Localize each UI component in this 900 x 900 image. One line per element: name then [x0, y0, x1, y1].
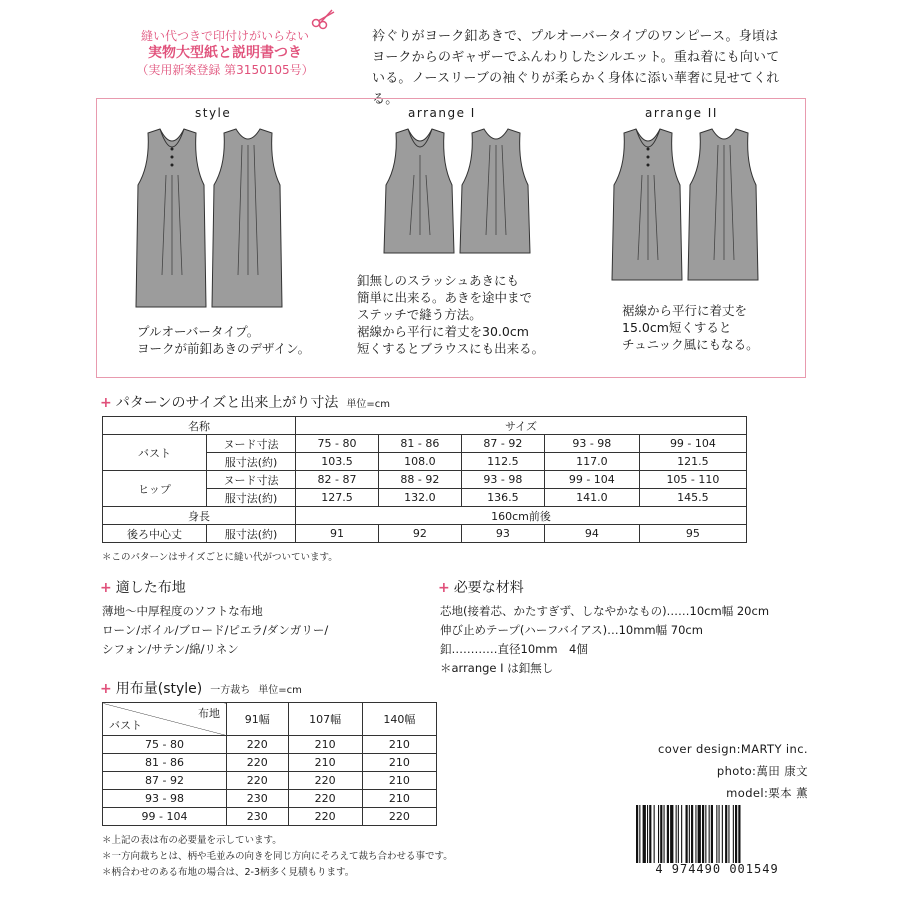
table-cell: 81 - 86	[378, 435, 461, 453]
corner-bottom-label: バスト	[109, 719, 142, 732]
size-section-title-text: パターンのサイズと出来上がり寸法	[115, 395, 339, 411]
table-row	[103, 790, 437, 808]
table-cell: 91	[296, 525, 379, 543]
variant-notes-style	[137, 323, 310, 357]
barcode-bar	[735, 805, 737, 863]
table-row	[103, 772, 437, 790]
barcode-bar	[722, 805, 723, 863]
barcode-bar	[709, 805, 710, 863]
table-row	[103, 507, 747, 525]
barcode-bar	[664, 805, 665, 863]
table-cell: 87 - 92	[103, 772, 227, 790]
tagline-line3: （実用新案登録 第3150105号）	[136, 63, 314, 77]
material-line: 伸び止めテープ(ハーフバイアス)…10mm幅 70cm	[440, 623, 703, 637]
table-cell: 220	[288, 790, 362, 808]
scissors-icon	[310, 8, 336, 30]
fabric-title-text: 適した布地	[115, 580, 186, 596]
table-cell: 210	[288, 754, 362, 772]
barcode-bar	[649, 805, 651, 863]
table-cell: 145.5	[639, 489, 746, 507]
table-cell: 210	[288, 736, 362, 754]
table-cell: 93 - 98	[461, 471, 544, 489]
table-cell: 99 - 104	[639, 435, 746, 453]
yardage-direction: 一方裁ち	[210, 685, 251, 696]
table-cell: 105 - 110	[639, 471, 746, 489]
intro-line: ヨークからのギャザーでふんわりしたシルエット。重ね着にも向いて	[372, 50, 780, 65]
table-corner-cell	[103, 703, 227, 736]
fabric-line: ローン/ボイル/ブロード/ピエラ/ダンガリー/	[102, 623, 329, 637]
table-cell: 93 - 98	[544, 435, 639, 453]
table-cell: 服寸法(約)	[207, 489, 296, 507]
table-header: 140幅	[362, 703, 436, 736]
intro-line: 衿ぐりがヨーク釦あきで、プルオーバータイプのワンピース。身頃は	[372, 29, 779, 44]
note-line: ヨークが前釦あきのデザイン。	[137, 341, 311, 356]
table-cell: 95	[639, 525, 746, 543]
table-cell: バスト	[103, 435, 207, 471]
barcode-bar	[689, 805, 690, 863]
table-cell: 服寸法(約)	[207, 525, 296, 543]
materials-section-title	[438, 577, 524, 597]
table-cell: 112.5	[461, 453, 544, 471]
table-cell: 121.5	[639, 453, 746, 471]
table-cell: 92	[378, 525, 461, 543]
material-line: ＊arrange I は釦無し	[440, 661, 554, 675]
note-line: 簡単に出来る。あきを途中まで	[357, 290, 533, 305]
credit-photo: photo:萬田 康文	[716, 764, 808, 778]
table-cell: 117.0	[544, 453, 639, 471]
table-cell: 220	[227, 754, 289, 772]
material-line: 釦…………直径10mm 4個	[440, 642, 588, 656]
variant-notes-arrange-1	[357, 272, 544, 357]
tagline	[100, 28, 350, 79]
table-cell: 99 - 104	[103, 808, 227, 826]
barcode-bar	[643, 805, 646, 863]
note-line: チュニック風にもなる。	[622, 337, 759, 352]
table-header: サイズ	[296, 417, 747, 435]
table-cell: 160cm前後	[296, 507, 747, 525]
table-cell: 132.0	[378, 489, 461, 507]
table-cell: 220	[288, 808, 362, 826]
yardage-note: ＊一方向裁ちとは、柄や毛並みの向きを同じ方向にそろえて裁ち合わせる事です。	[102, 851, 453, 862]
variant-title-arrange-2: arrange II	[645, 106, 718, 120]
barcode-bar	[681, 805, 682, 863]
barcode-bar	[636, 805, 638, 863]
table-header: 名称	[103, 417, 296, 435]
barcode-bar	[686, 805, 688, 863]
table-cell: 136.5	[461, 489, 544, 507]
plus-icon: +	[100, 681, 112, 697]
barcode-bar	[678, 805, 679, 863]
table-header: 107幅	[288, 703, 362, 736]
note-line: 15.0cm短くすると	[622, 320, 732, 335]
tagline-line2: 実物大型紙と説明書つき	[148, 45, 302, 61]
materials-title-text: 必要な材料	[453, 580, 524, 596]
yardage-note: ＊柄合わせのある布地の場合は、2-3柄多く見積もります。	[102, 867, 355, 878]
table-cell: ヌード寸法	[207, 471, 296, 489]
size-table	[102, 416, 747, 543]
yardage-section-title	[100, 678, 302, 698]
barcode-bar	[639, 805, 640, 863]
fabric-list	[102, 602, 328, 659]
yardage-unit: 単位=cm	[258, 685, 302, 696]
credit-cover: cover design:MARTY inc.	[658, 742, 808, 756]
note-line: 裾線から平行に着丈を	[622, 303, 748, 318]
table-row	[103, 435, 747, 453]
credit-model: model:栗本 薫	[726, 786, 808, 800]
yardage-table	[102, 702, 437, 826]
fabric-section-title	[100, 577, 186, 597]
corner-top-label: 布地	[198, 707, 220, 720]
size-unit: 単位=cm	[346, 399, 390, 410]
yardage-notes	[102, 833, 453, 881]
dress-arrange-2-illustration	[606, 125, 766, 290]
table-cell: 75 - 80	[296, 435, 379, 453]
table-cell: 220	[288, 772, 362, 790]
table-cell: 81 - 86	[103, 754, 227, 772]
barcode-bar	[738, 805, 740, 863]
barcode-bar	[716, 805, 717, 863]
table-cell: 210	[362, 754, 436, 772]
barcode-bar	[702, 805, 704, 863]
table-cell: 220	[362, 808, 436, 826]
table-cell: 230	[227, 790, 289, 808]
table-cell: 103.5	[296, 453, 379, 471]
barcode-bar	[658, 805, 659, 863]
note-line: 釦無しのスラッシュあきにも	[357, 273, 520, 288]
table-cell: 75 - 80	[103, 736, 227, 754]
note-line: プルオーバータイプ。	[137, 324, 260, 339]
credits	[658, 738, 808, 804]
table-header: 91幅	[227, 703, 289, 736]
table-cell: 後ろ中心丈	[103, 525, 207, 543]
plus-icon: +	[100, 395, 112, 411]
barcode-bar	[647, 805, 648, 863]
barcode-bar	[725, 805, 727, 863]
yardage-title-text: 用布量(style)	[115, 681, 203, 697]
tagline-line1: 縫い代つきで印付けがいらない	[140, 29, 309, 43]
table-cell: 87 - 92	[461, 435, 544, 453]
table-cell: 141.0	[544, 489, 639, 507]
barcode-bar	[691, 805, 693, 863]
fabric-line: 薄地～中厚程度のソフトな布地	[102, 604, 263, 618]
table-cell: 93	[461, 525, 544, 543]
table-cell: 94	[544, 525, 639, 543]
barcode-bar	[695, 805, 696, 863]
size-section-title	[100, 392, 390, 412]
intro-line: いる。ノースリーブの袖ぐりが柔らかく身体に添い華奢に見せてくれる。	[372, 71, 780, 107]
barcode-bar	[705, 805, 706, 863]
barcode-bar	[698, 805, 701, 863]
table-row	[103, 754, 437, 772]
table-cell: ヌード寸法	[207, 435, 296, 453]
materials-list	[440, 602, 769, 678]
table-row	[103, 703, 437, 736]
variant-title-arrange-1: arrange I	[408, 106, 476, 120]
table-row	[103, 525, 747, 543]
table-cell: 99 - 104	[544, 471, 639, 489]
table-cell: 220	[227, 772, 289, 790]
table-cell: 服寸法(約)	[207, 453, 296, 471]
table-cell: 210	[362, 736, 436, 754]
barcode-bar	[719, 805, 720, 863]
dress-arrange-1-illustration	[378, 125, 538, 265]
plus-icon: +	[438, 580, 450, 596]
table-cell: 身長	[103, 507, 296, 525]
table-row	[103, 736, 437, 754]
barcode-bar	[676, 805, 677, 863]
dress-style-illustration	[130, 125, 290, 315]
variant-title-style: style	[195, 106, 232, 120]
barcode-number: 4 974490 001549	[655, 862, 779, 876]
table-cell: ヒップ	[103, 471, 207, 507]
fabric-line: シフォン/サテン/綿/リネン	[102, 642, 239, 656]
barcode-bar	[711, 805, 713, 863]
barcode-bar	[660, 805, 662, 863]
barcode	[632, 805, 802, 865]
variant-notes-arrange-2	[622, 302, 759, 353]
table-cell: 93 - 98	[103, 790, 227, 808]
plus-icon: +	[100, 580, 112, 596]
table-cell: 210	[362, 790, 436, 808]
table-cell: 88 - 92	[378, 471, 461, 489]
table-cell: 220	[227, 736, 289, 754]
table-cell: 230	[227, 808, 289, 826]
note-line: 裾線から平行に着丈を30.0cm	[357, 324, 529, 339]
barcode-bar	[733, 805, 734, 863]
table-cell: 210	[362, 772, 436, 790]
yardage-note: ＊上記の表は布の必要量を示しています。	[102, 835, 282, 846]
size-footnote: ＊このパターンはサイズごとに縫い代がついています。	[102, 552, 338, 563]
table-row	[103, 808, 437, 826]
barcode-bar	[670, 805, 673, 863]
note-line: 短くするとブラウスにも出来る。	[357, 341, 545, 356]
table-row	[103, 417, 747, 435]
table-row	[103, 471, 747, 489]
note-line: ステッチで縫う方法。	[357, 307, 482, 322]
material-line: 芯地(接着芯、かたすぎず、しなやかなもの)……10cm幅 20cm	[440, 604, 770, 618]
barcode-bar	[654, 805, 655, 863]
table-cell: 127.5	[296, 489, 379, 507]
barcode-bar	[667, 805, 669, 863]
table-cell: 82 - 87	[296, 471, 379, 489]
barcode-bar	[728, 805, 729, 863]
table-cell: 108.0	[378, 453, 461, 471]
